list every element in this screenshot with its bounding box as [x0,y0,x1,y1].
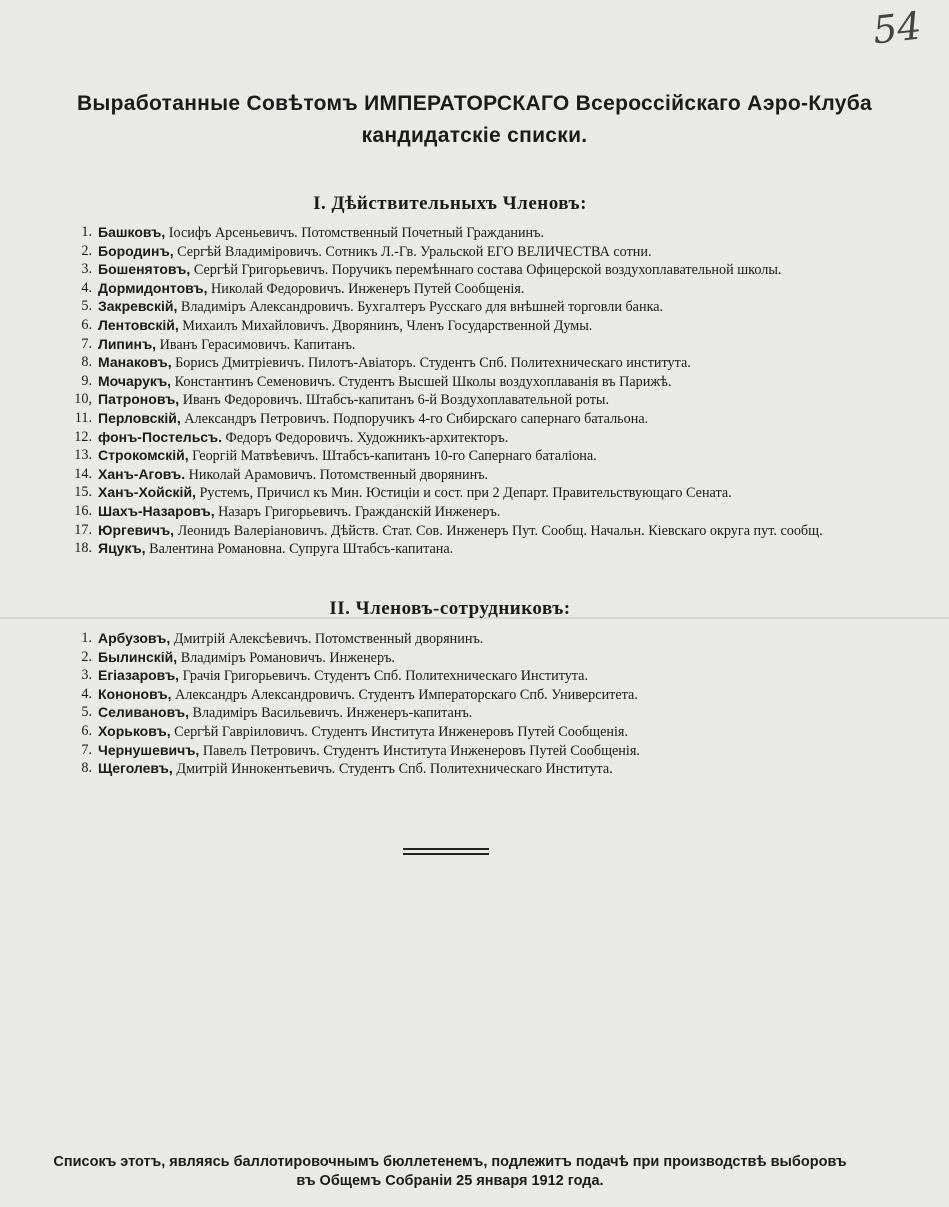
list-item [60,224,880,243]
item-body [98,522,880,541]
item-number: 9. [81,372,92,389]
item-details: Владиміръ Романовичъ. Инженеръ. [177,649,395,666]
item-surname: Ханъ-Хойскій, [98,484,196,501]
item-surname: Патроновъ, [98,391,180,408]
item-surname: Бошенятовъ, [98,261,191,278]
item-number: 1. [81,224,92,240]
item-surname: фонъ-Постельсъ. [98,428,222,445]
item-number: 14. [74,465,92,482]
item-details: Рустемъ, Причисл къ Мин. Юстиціи и сост. при 2 Департ. Правительствующаго Сената. [195,485,732,502]
item-details: Иванъ Федоровичъ. Штабсъ-капитанъ 6-й Воздухоплавательной роты. [179,392,609,409]
list-item [60,243,880,262]
item-body [98,261,880,280]
item-body [98,686,880,705]
list-item [60,261,880,280]
item-number: 17. [74,521,92,538]
item-number: 13. [74,447,92,464]
item-number: 8. [81,760,92,777]
list-item [60,723,880,742]
list-item [60,704,880,723]
item-details: Николай Федоровичъ. Инженеръ Путей Сообщенія. [207,280,525,297]
item-number: 8. [81,354,92,371]
item-body [98,429,880,448]
item-number: 18. [74,540,92,557]
item-details: Федоръ Федоровичъ. Художникъ-архитекторъ. [222,429,509,446]
item-details: Владиміръ Александровичъ. Бухгалтеръ Русскаго для внѣшней торговли банка. [177,299,664,316]
item-body [98,503,880,522]
item-details: Сергѣй Григорьевичъ. Поручикъ перемѣннаго состава Офицерской воздухоплавательной школы. [190,262,782,279]
item-body [98,447,880,466]
item-details: Дмитрій Иннокентьевичъ. Студентъ Спб. Политехническаго Института. [172,761,613,778]
item-body [98,742,880,761]
item-surname: Дормидонтовъ, [98,279,208,296]
item-body [98,630,880,649]
item-surname: Чернушевичъ, [98,741,200,758]
list-item [60,354,880,373]
list-item [60,336,880,355]
item-body [98,667,880,686]
item-number: 7. [81,335,92,352]
title-line-1: Выработанные Совѣтомъ ИМПЕРАТОРСКАГО Всероссійскаго Аэро-Клуба [76,92,873,115]
item-number: 15. [74,484,92,501]
section1-heading: I. Дѣйствительныхъ Членовъ: [313,193,587,214]
item-body [98,484,880,503]
item-number: 4. [81,685,92,702]
item-body [98,760,880,779]
list-item [60,686,880,705]
item-details: Леонидъ Валеріановичъ. Дѣйств. Стат. Сов. Инженеръ Пут. Сообщ. Начальн. Кіевскаго округа пут. сообщ. [174,522,823,539]
item-body [98,410,880,429]
item-details: Владиміръ Васильевичъ. Инженеръ-капитанъ. [188,705,473,722]
section2-heading: II. Членовъ-сотрудниковъ: [329,598,571,619]
item-surname: Егіазаровъ, [98,667,180,684]
item-surname: Кононовъ, [98,685,172,702]
item-number: 6. [81,316,92,333]
item-surname: Хорьковъ, [98,722,171,739]
list-item [60,630,880,649]
item-body [98,540,880,559]
document-title [0,88,949,152]
item-details: Дмитрій Алексѣевичъ. Потомственный дворянинъ. [170,631,484,647]
item-surname: Строкомскій, [98,447,189,464]
item-body [98,280,880,299]
item-details: Георгій Матвѣевичъ. Штабсъ-капитанъ 10-го Сапернаго баталіона. [188,448,597,465]
list-item [60,447,880,466]
item-number: 5. [81,298,92,315]
title-line-2: кандидатскіе списки. [361,124,588,147]
item-number: 2. [81,648,92,665]
item-surname: Перловскій, [98,409,181,426]
item-number: 3. [81,667,92,684]
item-body [98,723,880,742]
item-details: Константинъ Семеновичъ. Студентъ Высшей Школы воздухоплаванія въ Парижѣ. [171,373,672,390]
item-surname: Манаковъ, [98,354,172,371]
item-details: Сергѣй Владиміровичъ. Сотникъ Л.-Гв. Уральской ЕГО ВЕЛИЧЕСТВА сотни. [173,243,652,260]
item-body [98,354,880,373]
list-item [60,317,880,336]
list-item [60,391,880,410]
item-surname: Лентовскій, [98,316,179,333]
item-surname: Арбузовъ, [98,630,171,646]
item-details: Николай Арамовичъ. Потомственный дворянинъ. [185,466,489,483]
list-item [60,503,880,522]
item-body [98,373,880,392]
list-item [60,280,880,299]
item-details: Александръ Петровичъ. Подпоручикъ 4-го Сибирскаго сапернаго батальона. [180,410,649,427]
item-body [98,391,880,410]
item-surname: Башковъ, [98,224,166,240]
item-body [98,649,880,668]
item-number: 6. [81,722,92,739]
item-details: Іосифъ Арсеньевичъ. Потомственный Почетный Гражданинъ. [165,225,545,241]
footer-note [0,1153,900,1191]
item-surname: Липинъ, [98,335,157,352]
item-details: Александръ Александровичъ. Студентъ Императорскаго Спб. Университета. [171,686,638,703]
list-item [60,484,880,503]
item-surname: Бородинъ, [98,242,174,259]
item-body [98,224,880,243]
footer-line-1: Списокъ этотъ, являясь баллотировочнымъ бюллетенемъ, подлежитъ подачѣ при производствѣ выборовъ [53,1154,847,1170]
handwritten-page-number: 54 [870,3,924,53]
item-surname: Селивановъ, [98,704,189,721]
list-item [60,522,880,541]
item-details: Павелъ Петровичъ. Студентъ Института Инженеровъ Путей Сообщенія. [199,742,640,759]
item-details: Грачія Григорьевичъ. Студентъ Спб. Политехническаго Института. [179,668,589,685]
item-body [98,336,880,355]
double-rule-divider [403,848,489,858]
list-item [60,760,880,779]
item-surname: Былинскій, [98,648,178,665]
item-details: Борисъ Дмитріевичъ. Пилотъ-Авіаторъ. Студентъ Спб. Политехническаго института. [171,355,691,372]
item-surname: Ханъ-Аговъ. [98,465,186,482]
item-surname: Юргевичъ, [98,521,175,538]
item-details: Иванъ Герасимовичъ. Капитанъ. [156,336,356,353]
item-number: 16. [74,502,92,519]
item-body [98,466,880,485]
item-surname: Закревскій, [98,298,178,315]
item-details: Назаръ Григорьевичъ. Гражданскій Инженеръ. [214,503,501,520]
item-body [98,298,880,317]
list-item [60,742,880,761]
item-body [98,704,880,723]
item-number: 3. [81,261,92,278]
item-details: Сергѣй Гавріиловичъ. Студентъ Института Инженеровъ Путей Сообщенія. [170,723,628,740]
item-number: 5. [81,704,92,721]
item-number: 1. [81,630,92,646]
item-surname: Щеголевъ, [98,760,173,777]
item-surname: Яцукъ, [98,540,146,557]
section2-list [60,630,880,779]
item-details: Михаилъ Михайловичъ. Дворянинъ, Членъ Государственной Думы. [178,317,593,334]
list-item [60,649,880,668]
item-number: 12. [74,428,92,445]
list-item [60,298,880,317]
list-item [60,466,880,485]
section1-list [60,224,880,559]
item-number: 10, [74,391,92,408]
item-number: 2. [81,242,92,259]
list-item [60,373,880,392]
item-surname: Мочарукъ, [98,372,172,389]
list-item [60,540,880,559]
item-number: 7. [81,741,92,758]
item-number: 4. [81,279,92,296]
item-details: Валентина Романовна. Супруга Штабсъ-капитана. [145,541,454,558]
item-surname: Шахъ-Назаровъ, [98,502,215,519]
footer-line-2: въ Общемъ Собраніи 25 января 1912 года. [296,1173,604,1189]
list-item [60,667,880,686]
list-item [60,410,880,429]
list-item [60,429,880,448]
item-body [98,317,880,336]
item-body [98,243,880,262]
item-number: 11. [74,409,92,426]
